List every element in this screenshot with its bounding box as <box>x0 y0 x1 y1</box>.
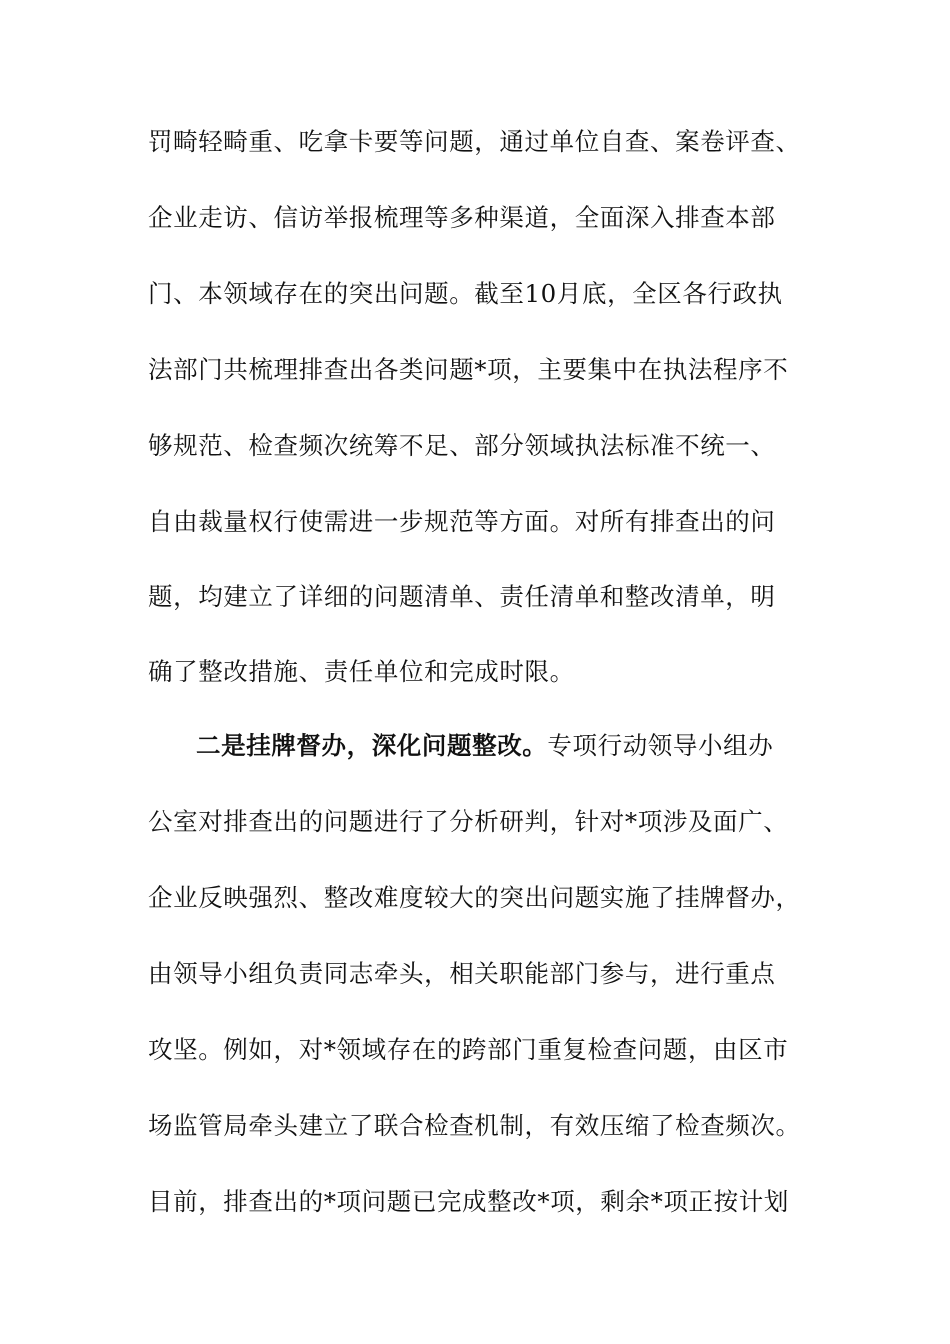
paragraph-line: 场监管局牵头建立了联合检查机制，有效压缩了检查频次。 <box>148 1111 801 1140</box>
paragraph-line: 题，均建立了详细的问题清单、责任清单和整改清单，明 <box>148 582 776 611</box>
section-first-line-text: 专项行动领导小组办 <box>547 731 774 760</box>
paragraph-line: 目前，排查出的*项问题已完成整改*项，剩余*项正按计划 <box>148 1187 789 1216</box>
section-heading: 二是挂牌督办，深化问题整改。 <box>196 731 548 760</box>
paragraph-line: 法部门共梳理排查出各类问题*项，主要集中在执法程序不 <box>148 355 789 384</box>
paragraph-line: 由领导小组负责同志牵头，相关职能部门参与，进行重点 <box>148 959 776 988</box>
section-first-line <box>196 726 808 766</box>
paragraph-line: 够规范、检查频次统筹不足、部分领域执法标准不统一、 <box>148 431 776 460</box>
paragraph-line: 确了整改措施、责任单位和完成时限。 <box>148 657 575 686</box>
paragraph-line: 攻坚。例如，对*领域存在的跨部门重复检查问题，由区市 <box>148 1035 789 1064</box>
paragraph-line: 自由裁量权行使需进一步规范等方面。对所有排查出的问 <box>148 507 776 536</box>
paragraph-line: 罚畸轻畸重、吃拿卡要等问题，通过单位自查、案卷评查、 <box>148 127 801 156</box>
paragraph-line: 公室对排查出的问题进行了分析研判，针对*项涉及面广、 <box>148 807 789 836</box>
paragraph-line: 企业反映强烈、整改难度较大的突出问题实施了挂牌督办， <box>148 883 801 912</box>
paragraph-line: 企业走访、信访举报梳理等多种渠道，全面深入排查本部 <box>148 203 776 232</box>
paragraph-line: 门、本领域存在的突出问题。截至10月底，全区各行政执 <box>148 279 783 308</box>
